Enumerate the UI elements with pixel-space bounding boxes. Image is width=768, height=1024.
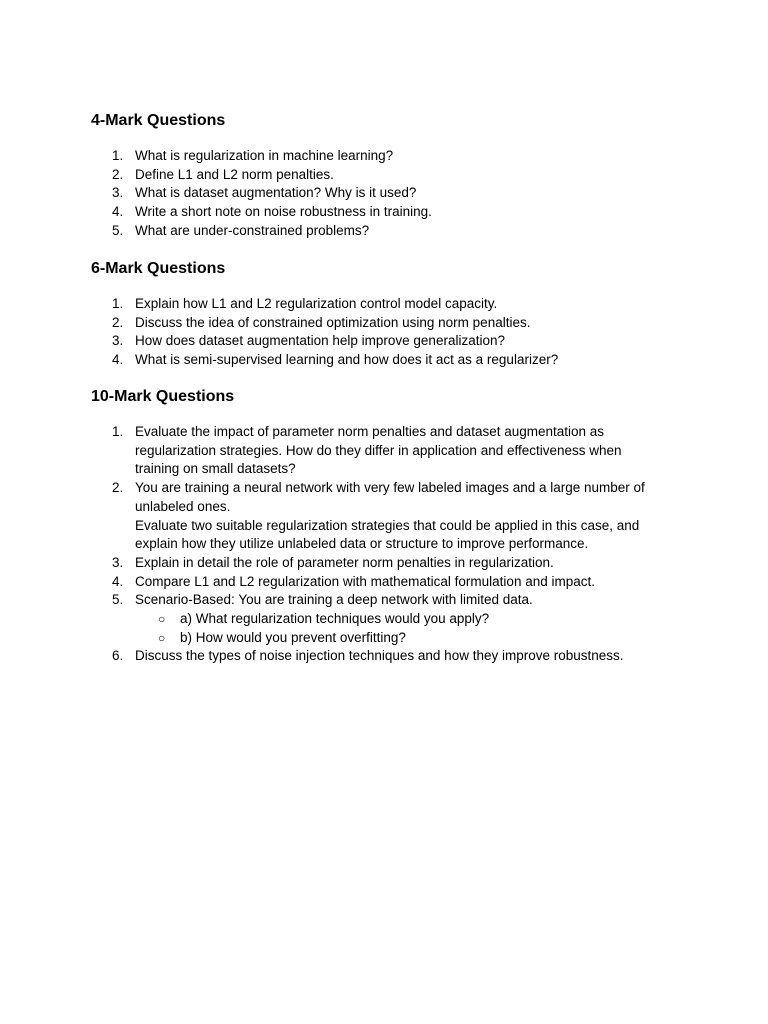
list-item (91, 591, 691, 647)
sub-list-item (135, 610, 691, 629)
sub-list-item (135, 629, 691, 648)
question-text: unlabeled ones. (135, 498, 231, 514)
hollow-circle-bullet-icon: ○ (158, 612, 166, 627)
section-heading: 10-Mark Questions (91, 388, 235, 405)
question-text: regularization strategies. How do they differ in application and effectiveness when (135, 442, 622, 458)
question-text: explain how they utilize unlabeled data or structure to improve performance. (135, 536, 589, 552)
question-text: Evaluate two suitable regularization strategies that could be applied in this case, and (135, 517, 640, 533)
list-item (91, 203, 691, 222)
item-number: 2. (112, 314, 124, 330)
item-number: 3. (112, 333, 124, 349)
list-item (91, 184, 691, 203)
hollow-circle-bullet-icon: ○ (158, 630, 166, 645)
sub-question-text: b) How would you prevent overfitting? (180, 629, 406, 645)
question-text: Explain how L1 and L2 regularization control model capacity. (135, 296, 498, 311)
list-item (91, 147, 691, 166)
list-item (91, 166, 691, 185)
item-number: 2. (112, 166, 124, 182)
question-list (91, 147, 691, 241)
item-number: 3. (112, 554, 124, 570)
section-10-mark (91, 387, 691, 666)
question-text: Scenario-Based: You are training a deep network with limited data. (135, 592, 533, 608)
question-text: training on small datasets? (135, 461, 296, 477)
item-number: 1. (112, 424, 124, 439)
list-item (91, 351, 691, 370)
list-item (91, 554, 691, 573)
item-number: 1. (112, 148, 124, 163)
sub-question-list (135, 610, 691, 647)
section-6-mark (91, 259, 691, 370)
list-item (91, 222, 691, 241)
item-number: 6. (112, 648, 124, 664)
item-number: 4. (112, 204, 124, 220)
list-item (91, 647, 691, 666)
question-text: Explain in detail the role of parameter norm penalties in regularization. (135, 554, 554, 570)
list-item (91, 332, 691, 351)
question-text: Compare L1 and L2 regularization with mathematical formulation and impact. (135, 573, 595, 589)
list-item (91, 314, 691, 333)
section-heading: 6-Mark Questions (91, 260, 226, 277)
question-text: What is dataset augmentation? Why is it used? (135, 185, 417, 201)
sub-question-text: a) What regularization techniques would you apply? (180, 611, 490, 627)
list-item (91, 479, 691, 554)
question-text: You are training a neural network with very few labeled images and a large number of (135, 480, 645, 496)
item-number: 4. (112, 573, 124, 589)
item-number: 5. (112, 592, 124, 608)
question-text: Discuss the idea of constrained optimization using norm penalties. (135, 314, 531, 330)
list-item (91, 423, 691, 479)
question-text: Define L1 and L2 norm penalties. (135, 166, 334, 182)
question-text: How does dataset augmentation help improve generalization? (135, 333, 505, 349)
section-4-mark (91, 111, 691, 241)
question-text: What are under-constrained problems? (135, 222, 370, 238)
section-heading: 4-Mark Questions (91, 112, 226, 129)
item-number: 3. (112, 185, 124, 201)
question-list (91, 423, 691, 666)
question-text: Discuss the types of noise injection techniques and how they improve robustness. (135, 648, 624, 664)
list-item (91, 573, 691, 592)
item-number: 5. (112, 222, 124, 238)
question-text: Evaluate the impact of parameter norm penalties and dataset augmentation as (135, 424, 605, 439)
question-text: Write a short note on noise robustness in training. (135, 204, 432, 220)
question-list (91, 295, 691, 370)
item-number: 2. (112, 480, 124, 496)
item-number: 1. (112, 296, 124, 311)
list-item (91, 295, 691, 314)
question-text: What is regularization in machine learning? (135, 148, 394, 163)
question-text: What is semi-supervised learning and how does it act as a regularizer? (135, 352, 559, 368)
item-number: 4. (112, 352, 124, 368)
